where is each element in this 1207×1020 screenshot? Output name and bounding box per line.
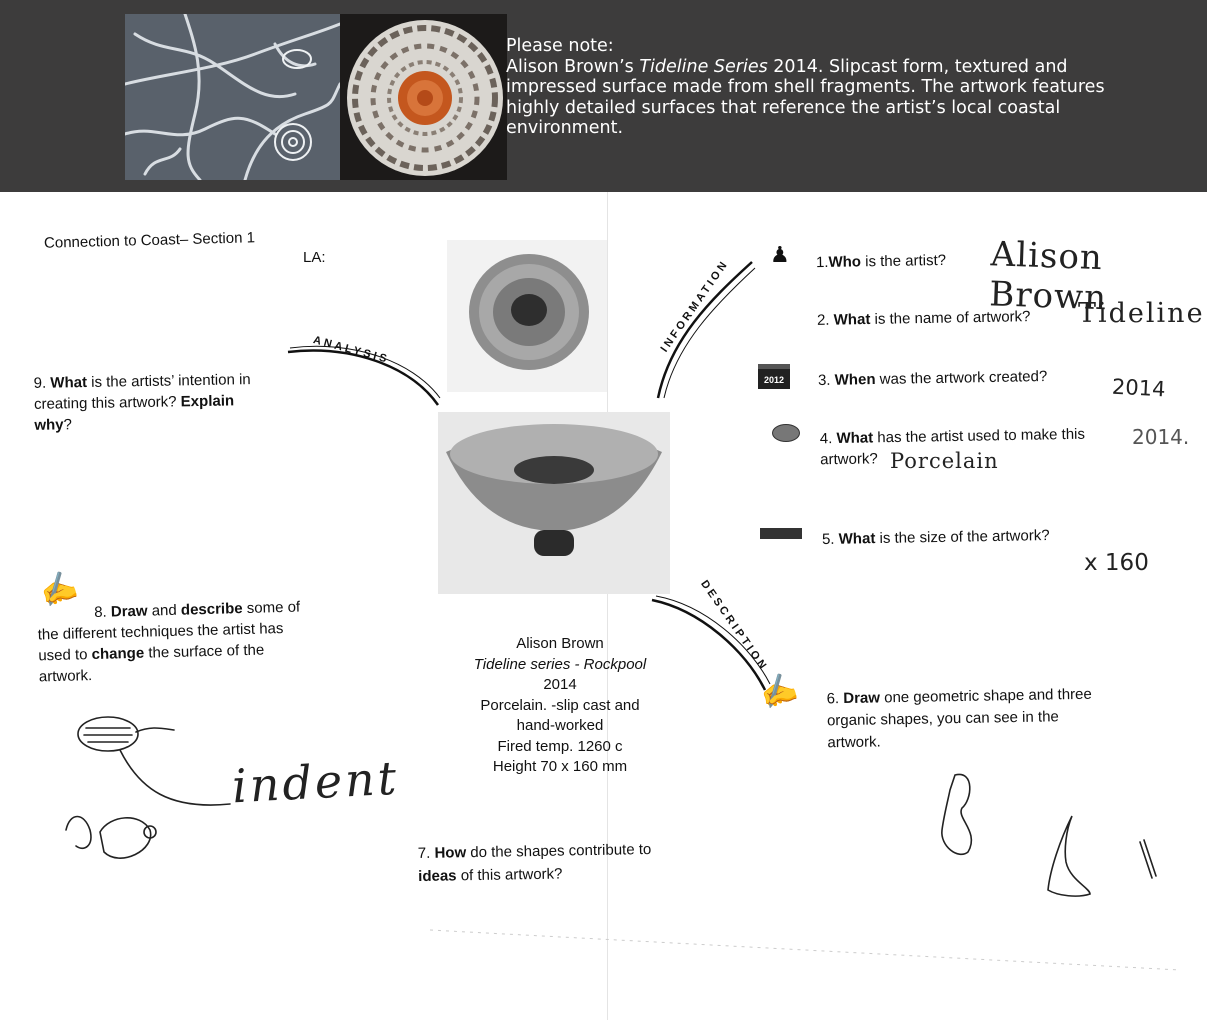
q9-text-2: creating this artwork? <box>33 393 181 413</box>
q8-text-2: the different techniques the artist has <box>37 620 284 644</box>
q8-text-and: and <box>147 601 182 620</box>
q6-keyword: Draw <box>843 689 881 708</box>
q6-text-1: one geometric shape and three <box>879 685 1092 707</box>
q8-keyword-3: change <box>91 644 145 664</box>
q5-number: 5. <box>821 530 839 548</box>
person-icon: ♟ <box>770 242 790 267</box>
q7-keyword-1: How <box>434 844 467 862</box>
note-heading: Please note: <box>506 36 614 56</box>
la-label: LA: <box>303 249 326 266</box>
q6-text-3: artwork. <box>827 733 881 752</box>
q3-number: 3. <box>817 371 835 389</box>
caption-medium-2: hand-worked <box>516 717 604 734</box>
caption-height: Height 70 x 160 mm <box>492 758 628 775</box>
q1-text: is the artist? <box>860 251 947 271</box>
q9-keyword-3: why <box>34 416 64 434</box>
q8-keyword-1: Draw <box>110 602 148 621</box>
answer-2-handwriting: Tideline <box>1078 298 1205 329</box>
q4-keyword: What <box>836 429 874 448</box>
caption-artist: Alison Brown <box>516 635 604 652</box>
q7-number: 7. <box>417 844 435 863</box>
answer-3-handwriting: 2014 <box>1111 374 1167 402</box>
q8-text-3b: the surface of the <box>143 641 265 662</box>
q8-text-1: some of <box>242 598 301 618</box>
caption-medium-1: Porcelain. -slip cast and <box>480 696 640 714</box>
q9-number: 9. <box>33 374 51 392</box>
q9-keyword-2: Explain <box>180 392 235 411</box>
worksheet-title: Connection to Coast– Section 1 <box>43 229 256 252</box>
q9-text-3: ? <box>63 416 73 434</box>
q8-keyword-2: describe <box>180 600 243 619</box>
q4-number: 4. <box>819 430 837 448</box>
q3-keyword: When <box>834 370 876 389</box>
caption-year: 2014 <box>543 676 577 693</box>
calendar-icon: 2012 <box>758 364 790 389</box>
q8-text-3a: used to <box>38 646 92 665</box>
information-label: INFORMATION <box>658 257 732 355</box>
analysis-label: ANALYSIS <box>311 334 391 366</box>
drawing-hand-icon: ✍ <box>755 669 802 714</box>
answer-4b-handwriting: Porcelain <box>890 449 999 473</box>
caption-series: Tideline series - Rockpool <box>473 655 647 673</box>
q7-text-1: do the shapes contribute to <box>466 840 652 862</box>
q1-keyword: Who <box>828 253 862 271</box>
answer-8-handwriting: indent <box>230 750 401 814</box>
q4-text-1: has the artist used to make this <box>873 425 1086 447</box>
q3-text: was the artwork created? <box>875 368 1048 388</box>
q8-text-4: artwork. <box>38 667 93 686</box>
q9-keyword-1: What <box>50 373 88 392</box>
caption-fired: Fired temp. 1260 c <box>497 737 623 755</box>
q8-number: 8. <box>93 603 112 621</box>
q2-keyword: What <box>833 310 871 329</box>
q7-keyword-2: ideas <box>418 867 457 886</box>
answer-1-handwriting: Alison Brown <box>988 234 1108 319</box>
note-body-end: 2014. Slipcast form, textured and impressed surface made from shell fragments. The artwork features highly detailed surfaces that reference the artist’s local coastal environment. <box>506 56 1105 138</box>
q2-text: is the name of artwork? <box>870 308 1031 328</box>
q9-text-1: is the artists’ intention in <box>86 371 251 391</box>
answer-4a-handwriting: 2014. <box>1132 425 1190 449</box>
description-label: DESCRIPTION <box>698 578 771 674</box>
q1-number: 1. <box>815 253 829 272</box>
note-body-start: Alison Brown’s <box>506 56 640 77</box>
q6-text-2: organic shapes, you can see in the <box>826 708 1059 730</box>
q6-number: 6. <box>826 690 844 708</box>
q5-text: is the size of the artwork? <box>875 527 1050 548</box>
answer-5-handwriting: x 160 <box>1084 550 1149 576</box>
q7-text-2: of this artwork? <box>456 865 563 885</box>
q2-number: 2. <box>816 311 834 329</box>
q5-keyword: What <box>838 530 876 548</box>
note-series-title: Tideline Series <box>639 56 768 77</box>
drawing-hand-icon: ✍ <box>35 567 82 612</box>
q4-text-2: artwork? <box>820 450 878 469</box>
